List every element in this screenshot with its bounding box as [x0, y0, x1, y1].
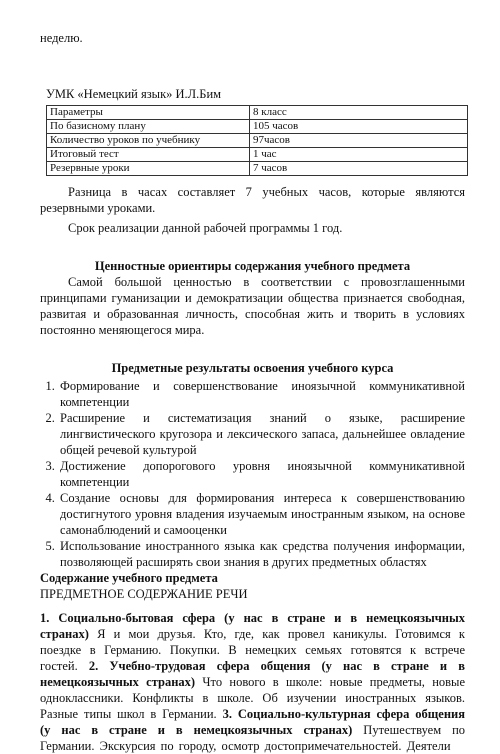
section-1-text: Я и мои друзья. Кто, где, как провел каникулы. Готовимся к поездке в Германию. Покупки. В немецких семьях готовятся к встрече гостей.: [40, 627, 465, 673]
section-3-text: Путешествуем по Германии. Экскурсия по городу, осмотр достопримечательностей. Деятели: [40, 723, 466, 753]
table-row: [47, 162, 468, 176]
table-row: [47, 120, 468, 134]
table-cell-label: Резервные уроки: [47, 162, 250, 176]
results-list: [40, 378, 465, 570]
table-cell-label: По базисному плану: [47, 120, 250, 134]
list-item: 3. Достижение допорогового уровня иноязычной коммуникативной компетенции: [58, 458, 465, 490]
table-row: [47, 148, 468, 162]
results-heading: Предметные результаты освоения учебного курса: [111, 361, 394, 375]
table-row: [47, 106, 468, 120]
section-2-title: 2. Учебно-трудовая сфера общения (у нас в стране и в немецкоязычных странах): [40, 659, 465, 689]
content-subheading: ПРЕДМЕТНОЕ СОДЕРЖАНИЕ РЕЧИ: [40, 587, 248, 601]
list-item: 4. Создание основы для формирования интереса к совершенствованию достигнутого уровня владения изучаемым иностранным языком, на основе самонаблюдений и самооценки: [58, 490, 465, 538]
section-3-title: 3. Социально-культурная сфера общения (у нас в стране и в немецкоязычных странах): [40, 707, 465, 737]
table-cell-value: 105 часов: [250, 120, 468, 134]
values-paragraph: Самой большой ценностью в соответствии с провозглашенными принципами гуманизации и демократизации общества признается свободная, развитая и образованная личность, способная жить и творить в условиях постоянно меняющегося мира.: [40, 275, 465, 337]
term-paragraph: Срок реализации данной рабочей программы 1 год.: [68, 221, 343, 235]
content-paragraph: [40, 610, 465, 754]
table-cell-label: Итоговый тест: [47, 148, 250, 162]
section-1-title: 1. Социально-бытовая сфера (у нас в стране и в немецкоязычных странах): [40, 611, 465, 641]
values-heading: Ценностные ориентиры содержания учебного предмета: [94, 259, 411, 273]
table-cell-label: Количество уроков по учебнику: [47, 134, 250, 148]
section-2-text: Что нового в школе: новые предметы, новые одноклассники. Конфликты в школе. Об изучении иностранных языков. Разные типы школ в Германии.: [40, 675, 465, 721]
top-line: неделю.: [40, 31, 83, 45]
table-cell-value: 1 час: [250, 148, 468, 162]
table-cell-value: 97часов: [250, 134, 468, 148]
hours-table: [46, 105, 468, 176]
table-cell-value: 8 класс: [250, 106, 468, 120]
table-cell-label: Параметры: [47, 106, 250, 120]
table-row: [47, 134, 468, 148]
list-item: 1. Формирование и совершенствование иноязычной коммуникативной компетенции: [58, 378, 465, 410]
list-item: 5. Использование иностранного языка как средства получения информации, позволяющей расширять свои знания в других предметных областях: [58, 538, 465, 570]
difference-paragraph: Разница в часах составляет 7 учебных часов, которые являются резервными уроками.: [40, 185, 465, 215]
content-heading: Содержание учебного предмета: [40, 571, 218, 585]
umk-title: УМК «Немецкий язык» И.Л.Бим: [46, 87, 222, 101]
list-item: 2. Расширение и систематизация знаний о языке, расширение лингвистического кругозора и лексического запаса, дальнейшее овладение общей речевой культурой: [58, 410, 465, 458]
table-cell-value: 7 часов: [250, 162, 468, 176]
